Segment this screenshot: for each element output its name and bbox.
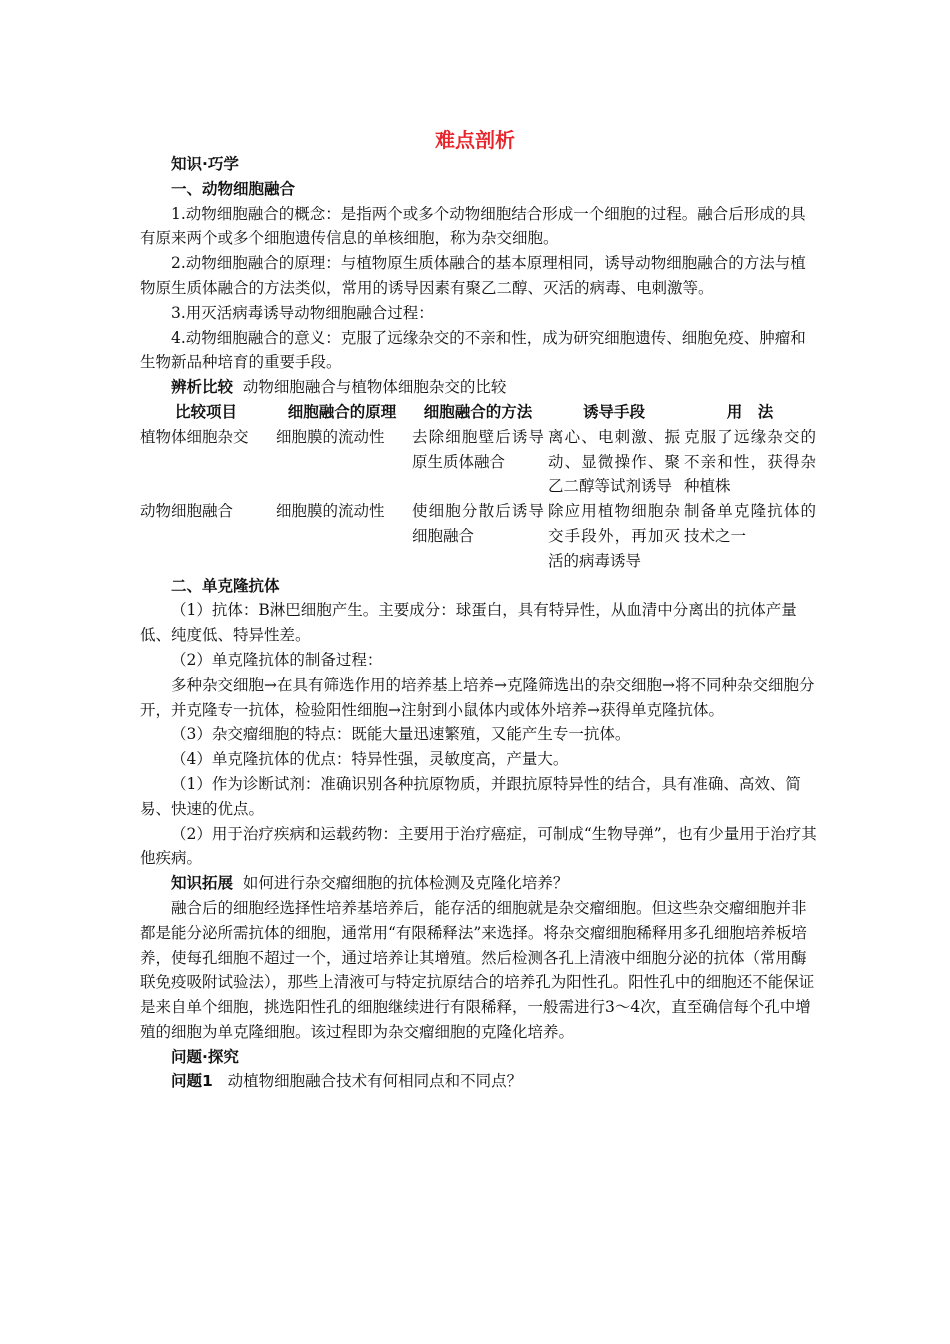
section-question-heading: 问题·探究: [171, 1047, 239, 1066]
compare-intro: [140, 375, 820, 400]
paragraph: 融合后的细胞经选择性培养基培养后，能存活的细胞就是杂交瘤细胞。但这些杂交瘤细胞并非都是能分泌所需抗体的细胞，通常用“有限稀释法”来选择。将杂交瘤细胞稀释用多孔细胞培养板培养，使每孔细胞不超过一个，通过培养让其增殖。然后检测各孔上清液中细胞分泌的抗体（常用酶联免疫吸附试验法），那些上清液可与特定抗原结合的培养孔为阳性孔。阳性孔中的细胞还不能保证是来自单个细胞，挑选阳性孔的细胞继续进行有限稀释，一般需进行3～4次，直至确信每个孔中增殖的细胞为单克隆细胞。该过程即为杂交瘤细胞的克隆化培养。: [140, 898, 815, 1041]
table-header-cell: 比较项目: [174, 402, 237, 421]
document-body: [140, 152, 820, 1094]
table-header-cell: 诱导手段: [582, 402, 645, 421]
table-cell: 植物体细胞杂交: [140, 427, 249, 446]
table-header-row: [140, 400, 820, 425]
table-cell: 去除细胞壁后诱导原生质体融合: [412, 427, 544, 471]
table-cell: 动物细胞融合: [140, 502, 234, 521]
table-cell: 细胞膜的流动性: [276, 502, 385, 521]
compare-text: 动物细胞融合与植物体细胞杂交的比较: [242, 378, 507, 397]
section-1-heading: 一、动物细胞融合: [171, 179, 296, 198]
table-cell: 制备单克隆抗体的技术之一: [684, 502, 816, 545]
paragraph: （4）单克隆抗体的优点：特异性强，灵敏度高，产量大。: [171, 750, 569, 769]
comparison-table: [140, 400, 820, 574]
compare-label: 辨析比较: [171, 378, 234, 397]
table-header-cell: 细胞融合的方法: [423, 402, 533, 421]
table-row: [140, 499, 820, 573]
table-row: [140, 425, 820, 499]
paragraph: 4.动物细胞融合的意义：克服了远缘杂交的不亲和性，成为研究细胞遗传、细胞免疫、肿瘤和生物新品种培育的重要手段。: [140, 328, 806, 372]
paragraph: （1）抗体：B淋巴细胞产生。主要成分：球蛋白，具有特异性，从血清中分离出的抗体产量低、纯度低、特异性差。: [140, 601, 797, 645]
expand-intro: [140, 871, 820, 896]
question-text: 动植物细胞融合技术有何相同点和不同点？: [227, 1072, 523, 1091]
paragraph: （3）杂交瘤细胞的特点：既能大量迅速繁殖，又能产生专一抗体。: [171, 725, 631, 744]
table-cell: 使细胞分散后诱导细胞融合: [412, 502, 544, 545]
table-cell: 克服了远缘杂交的不亲和性，获得杂种植株: [684, 427, 816, 496]
section-2-heading: 二、单克隆抗体: [171, 576, 280, 595]
paragraph: 2.动物细胞融合的原理：与植物原生质体融合的基本原理相同，诱导动物细胞融合的方法与植物原生质体融合的方法类似，常用的诱导因素有聚乙二醇、灭活的病毒、电刺激等。: [140, 254, 806, 297]
question-1: [140, 1069, 820, 1094]
expand-label: 知识拓展: [171, 874, 234, 893]
expand-text: 如何进行杂交瘤细胞的抗体检测及克隆化培养？: [242, 874, 569, 893]
paragraph: 3.用灭活病毒诱导动物细胞融合过程：: [171, 303, 434, 322]
paragraph: （2）单克隆抗体的制备过程：: [171, 650, 383, 669]
paragraph: 多种杂交细胞→在具有筛选作用的培养基上培养→克隆筛选出的杂交细胞→将不同种杂交细胞分开，并克隆专一抗体，检验阳性细胞→注射到小鼠体内或体外培养→获得单克隆抗体。: [140, 675, 815, 719]
table-cell: 细胞膜的流动性: [276, 427, 385, 446]
section-knowledge-heading: 知识·巧学: [171, 155, 239, 173]
paragraph: （1）作为诊断试剂：准确识别各种抗原物质，并跟抗原特异性的结合，具有准确、高效、简易、快速的优点。: [140, 774, 801, 818]
table-cell: 除应用植物细胞杂交手段外，再加灭活的病毒诱导: [548, 502, 680, 570]
paragraph: （2）用于治疗疾病和运载药物：主要用于治疗癌症，可制成“生物导弹”，也有少量用于治疗其他疾病。: [140, 824, 817, 868]
table-header-cell: 细胞融合的原理: [287, 402, 397, 421]
table-cell: 离心、电刺激、振动、显微操作、聚乙二醇等试剂诱导: [548, 427, 680, 496]
page-title: 难点剖析: [435, 128, 515, 152]
paragraph: 1.动物细胞融合的概念：是指两个或多个动物细胞结合形成一个细胞的过程。融合后形成的具有原来两个或多个细胞遗传信息的单核细胞，称为杂交细胞。: [140, 204, 806, 248]
question-label: 问题1: [171, 1072, 213, 1091]
table-header-cell: 用 法: [726, 402, 774, 421]
